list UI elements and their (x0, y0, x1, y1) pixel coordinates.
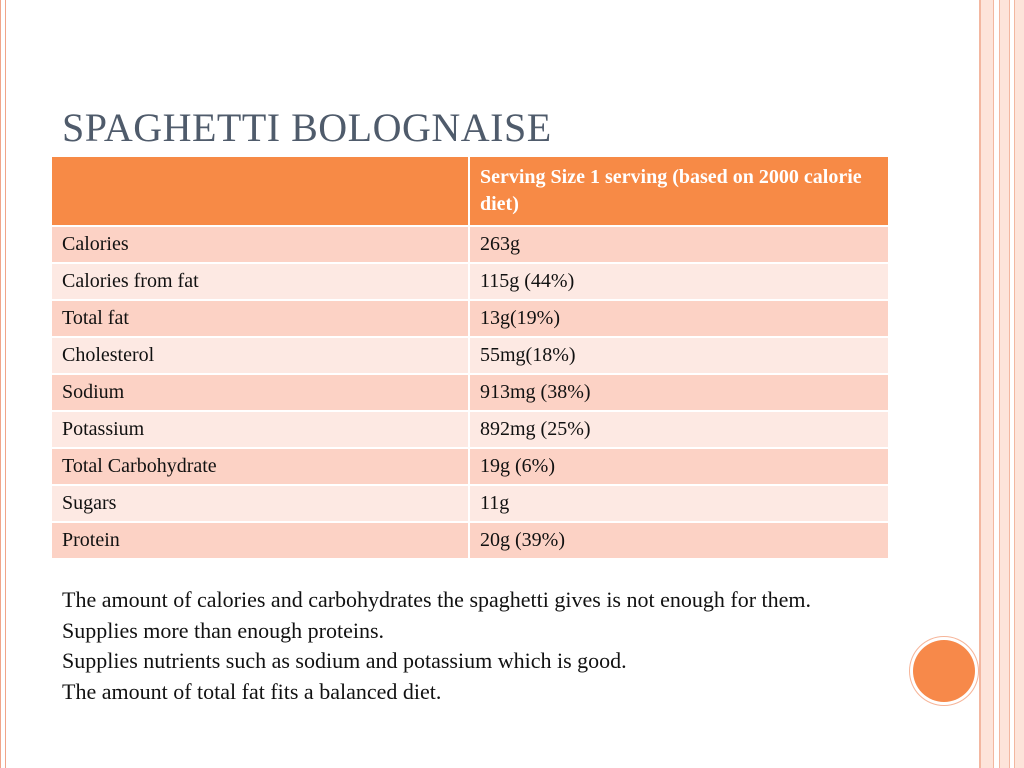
left-border (0, 0, 6, 768)
note-line: Supplies more than enough proteins. (62, 617, 385, 643)
note-line: The amount of calories and carbohydrates the spaghetti gives is not enough for them. (62, 587, 812, 612)
row-value: 20g (39%) (469, 522, 888, 559)
row-value: 892mg (25%) (469, 411, 888, 448)
row-value: 913mg (38%) (469, 374, 888, 411)
header-cell-label (52, 157, 469, 226)
table-row (52, 522, 888, 559)
row-value: 13g(19%) (469, 300, 888, 337)
row-label: Total fat (52, 300, 469, 337)
row-label: Protein (52, 522, 469, 559)
table-row (52, 411, 888, 448)
slide-title: SPAGHETTI BOLOGNAISE (62, 105, 552, 150)
decorative-stripes (976, 0, 1024, 768)
row-label: Total Carbohydrate (52, 448, 469, 485)
table-row (52, 337, 888, 374)
row-value: 55mg(18%) (469, 337, 888, 374)
row-value: 115g (44%) (469, 263, 888, 300)
note-line: The amount of total fat fits a balanced diet. (62, 678, 442, 704)
stripe-band (999, 0, 1010, 768)
nutrition-table (52, 157, 888, 560)
row-label: Sodium (52, 374, 469, 411)
decorative-circle (913, 640, 975, 702)
table-row (52, 374, 888, 411)
header-cell-serving: Serving Size 1 serving (based on 2000 calorie diet) (469, 157, 888, 226)
row-value: 19g (6%) (469, 448, 888, 485)
row-label: Cholesterol (52, 337, 469, 374)
stripe-band (1014, 0, 1024, 768)
row-label: Potassium (52, 411, 469, 448)
notes-text (62, 585, 882, 707)
row-label: Calories (52, 226, 469, 263)
table-row (52, 448, 888, 485)
table-row (52, 226, 888, 263)
note-line: Supplies nutrients such as sodium and potassium which is good. (62, 648, 627, 673)
row-value: 263g (469, 226, 888, 263)
table-row (52, 485, 888, 522)
table-row (52, 263, 888, 300)
stripe-band (980, 0, 994, 768)
row-label: Calories from fat (52, 263, 469, 300)
table-header-row (52, 157, 888, 226)
table-row (52, 300, 888, 337)
row-label: Sugars (52, 485, 469, 522)
row-value: 11g (469, 485, 888, 522)
